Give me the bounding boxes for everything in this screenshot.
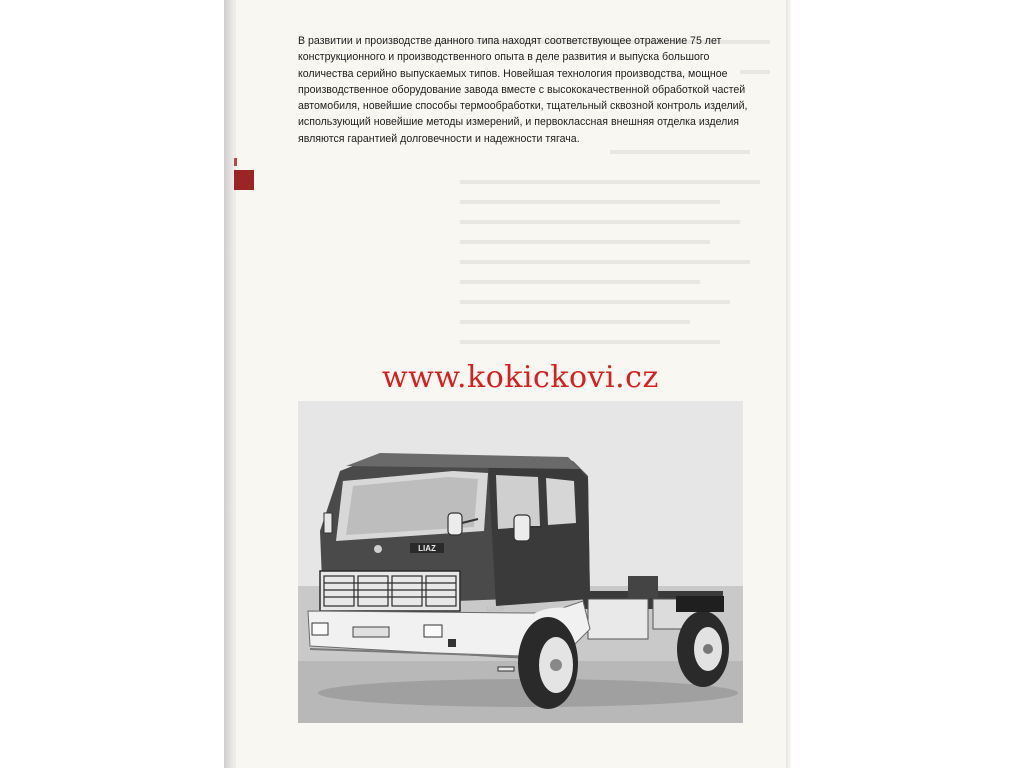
page-edge	[786, 0, 792, 768]
red-section-tab	[234, 170, 254, 190]
watermark-url: www.kokickovi.cz	[382, 360, 659, 395]
paragraph-line: являются гарантией долговечности и надежности тягача.	[298, 132, 580, 145]
liaz-truck-illustration	[298, 401, 743, 723]
paragraph-line: использующий новейшие методы измерений, и первоклассная внешняя отделка изделия	[298, 116, 739, 129]
liaz-badge: LIAZ	[418, 544, 436, 553]
truck-photo	[298, 401, 743, 723]
model-label: 110.85	[486, 607, 504, 613]
paragraph-line: количества серийно выпускаемых типов. Новейшая технология производства, мощное	[298, 67, 728, 80]
red-marker-small	[234, 158, 237, 166]
body-paragraph	[298, 33, 768, 147]
paragraph-line: автомобиля, новейшие способы термообработки, тщательный сквозной контроль изделий,	[298, 100, 748, 113]
paragraph-line: производственное оборудование завода вместе с высококачественной обработкой частей	[298, 83, 746, 96]
paragraph-line: В развитии и производстве данного типа находят соответствующее отражение 75 лет	[298, 35, 722, 47]
paragraph-line: конструкционного и производственного опыта в деле развития и выпуска большого	[298, 51, 710, 64]
